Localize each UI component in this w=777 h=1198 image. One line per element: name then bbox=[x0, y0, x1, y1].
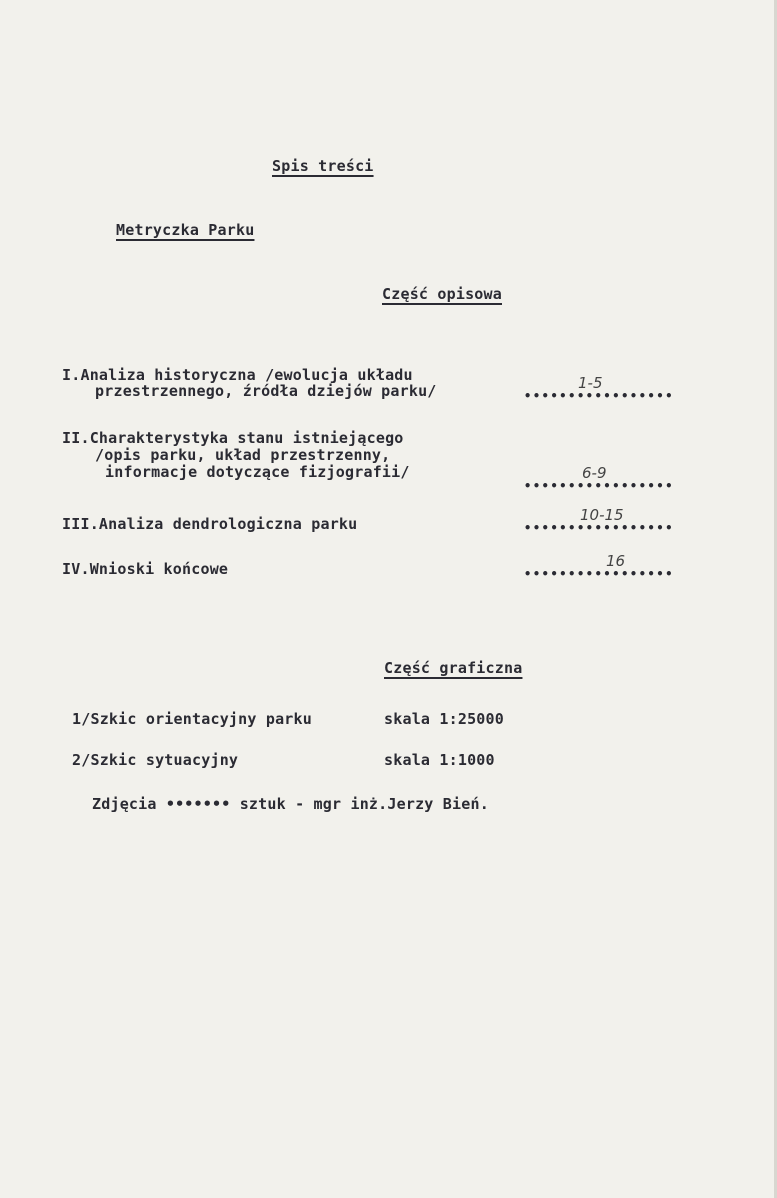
graphic-item-scale: skala 1:25000 bbox=[384, 710, 504, 728]
graphic-item-label: 1/Szkic orientacyjny parku bbox=[72, 710, 312, 728]
photos-note: Zdjęcia ••••••• sztuk - mgr inż.Jerzy Bień. bbox=[92, 795, 489, 813]
toc-title: Spis treści bbox=[272, 157, 374, 175]
toc-entry-line: I.Analiza historyczna /ewolucja układu bbox=[62, 366, 413, 384]
leader-dots: ••••••••••••••••• bbox=[524, 479, 675, 493]
toc-entry-line: przestrzennego, źródła dziejów parku/ bbox=[95, 382, 437, 400]
page-range: 10-15 bbox=[580, 506, 624, 524]
page-range: 1-5 bbox=[578, 374, 603, 392]
park-record-heading: Metryczka Parku bbox=[116, 221, 255, 239]
descriptive-section-heading: Część opisowa bbox=[382, 285, 502, 303]
toc-entry-line: II.Charakterystyka stanu istniejącego bbox=[62, 429, 404, 447]
leader-dots: ••••••••••••••••• bbox=[524, 521, 675, 535]
graphic-item-label: 2/Szkic sytuacyjny bbox=[72, 751, 239, 769]
page-range: 6-9 bbox=[582, 464, 607, 482]
toc-entry-line: III.Analiza dendrologiczna parku bbox=[62, 515, 358, 533]
page-range: 16 bbox=[606, 552, 626, 570]
toc-entry-line: IV.Wnioski końcowe bbox=[62, 560, 229, 578]
toc-entry-line: informacje dotyczące fizjografii/ bbox=[105, 463, 410, 481]
leader-dots: ••••••••••••••••• bbox=[524, 567, 675, 581]
graphic-section-heading: Część graficzna bbox=[384, 659, 523, 677]
leader-dots: ••••••••••••••••• bbox=[524, 389, 675, 403]
graphic-item-scale: skala 1:1000 bbox=[384, 751, 495, 769]
toc-entry-line: /opis parku, układ przestrzenny, bbox=[95, 446, 391, 464]
